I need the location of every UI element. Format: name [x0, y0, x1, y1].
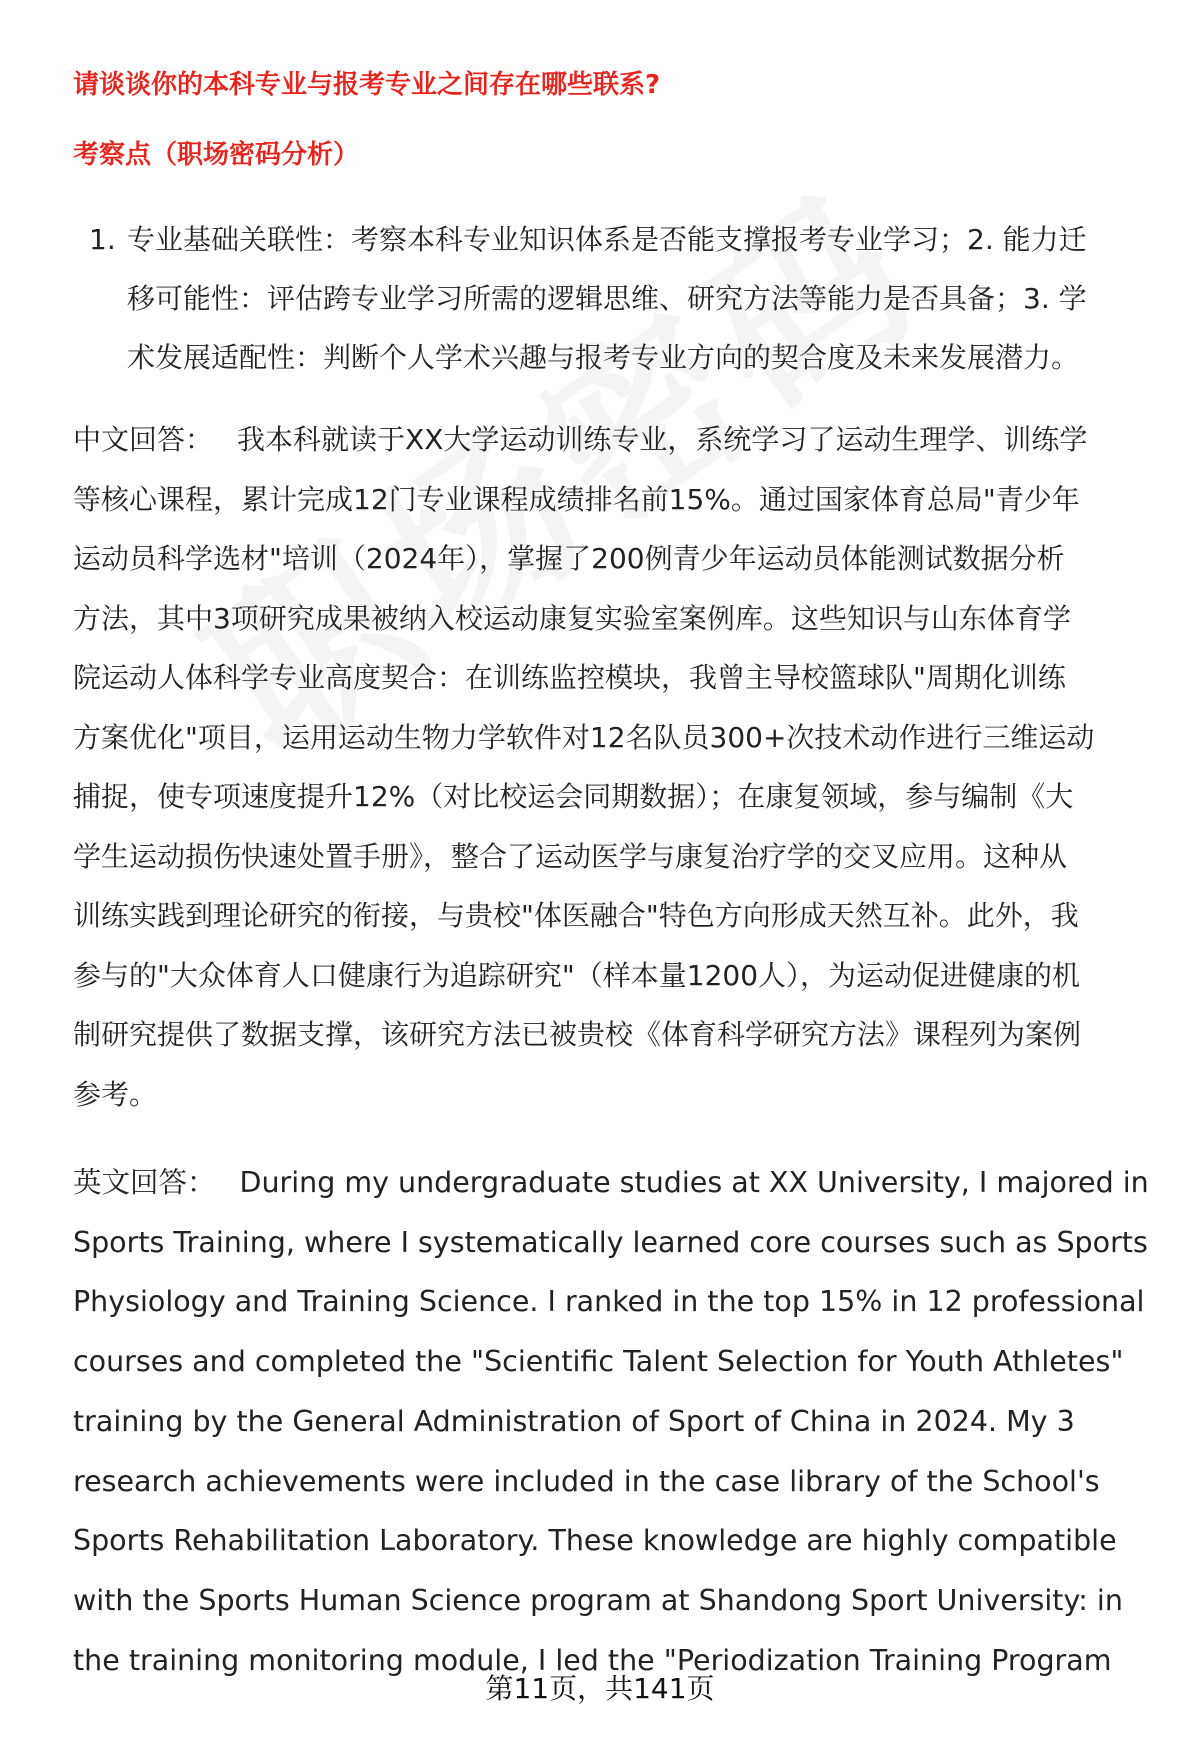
text-line: 制研究提供了数据支撑，该研究方法已被贵校《体育科学研究方法》课程列为案例: [73, 1018, 1082, 1051]
text-line: 移可能性：评估跨专业学习所需的逻辑思维、研究方法等能力是否具备；3. 学: [127, 282, 1087, 315]
text-line: 参与的"大众体育人口健康行为追踪研究"（样本量1200人），为运动促进健康的机: [73, 958, 1081, 992]
text-line: 术发展适配性：判断个人学术兴趣与报考专业方向的契合度及未来发展潜力。: [127, 341, 1080, 374]
text-line: with the Sports Human Science program at Shandong Sport University: in: [73, 1583, 1123, 1617]
text-segment: During my undergraduate studies at XX University, I majored in: [239, 1166, 1149, 1199]
english-answer-label: 英文回答：: [73, 1166, 216, 1199]
chinese-answer: [73, 410, 1153, 1124]
text-line: Sports Rehabilitation Laboratory. These knowledge are highly compatible: [73, 1524, 1117, 1558]
list-text: [127, 210, 1157, 387]
text-line: 方法，其中3项研究成果被纳入校运动康复实验室案例库。这些知识与山东体育学: [73, 601, 1071, 635]
text-line: 学生运动损伤快速处置手册》，整合了运动医学与康复治疗学的交叉应用。这种从: [73, 839, 1068, 873]
text-line: courses and completed the "Scientific Talent Selection for Youth Athletes": [73, 1345, 1124, 1379]
text-line: 方案优化"项目，运用运动生物力学软件对12名队员300+次技术动作进行三维运动: [73, 720, 1095, 754]
text-line: training by the General Administration of Sport of China in 2024. My 3: [73, 1404, 1075, 1438]
question-title: 请谈谈你的本科专业与报考专业之间存在哪些联系?: [73, 70, 661, 100]
text-line: 训练实践到理论研究的衔接，与贵校"体医融合"特色方向形成天然互补。此外，我: [73, 899, 1079, 932]
focus-title: 考察点（职场密码分析）: [73, 140, 360, 170]
text-line: 院运动人体科学专业高度契合：在训练监控模块，我曾主导校篮球队"周期化训练: [73, 661, 1066, 694]
text-line: Sports Training, where I systematically learned core courses such as Sports: [73, 1225, 1148, 1259]
text-line: [73, 1153, 1153, 1213]
text-line: Physiology and Training Science. I ranked in the top 15% in 12 professional: [73, 1285, 1145, 1319]
text-line: 参考。: [73, 1077, 158, 1111]
text-line: 捕捉，使专项速度提升12%（对比校运会同期数据）；在康复领域，参与编制《大: [73, 780, 1074, 813]
text-line: research achievements were included in the case library of the School's: [73, 1464, 1100, 1498]
text-line: the training monitoring module, I led the "Periodization Training Program: [73, 1643, 1112, 1677]
text-line: 等核心课程，累计完成12门专业课程成绩排名前15%。通过国家体育总局"青少年: [73, 482, 1080, 516]
english-answer: [73, 1153, 1153, 1690]
text-segment: 我本科就读于XX大学运动训练专业，系统学习了运动生理学、训练学: [237, 423, 1088, 456]
text-line: [73, 410, 1153, 470]
list-number: 1.: [89, 223, 116, 256]
text-line: 专业基础关联性：考察本科专业知识体系是否能支撑报考专业学习；2. 能力迁: [127, 223, 1087, 256]
page-footer: 第11页，共141页: [485, 1672, 715, 1705]
chinese-answer-label: 中文回答：: [73, 423, 214, 456]
text-line: 运动员科学选材"培训（2024年），掌握了200例青少年运动员体能测试数据分析: [73, 542, 1065, 575]
